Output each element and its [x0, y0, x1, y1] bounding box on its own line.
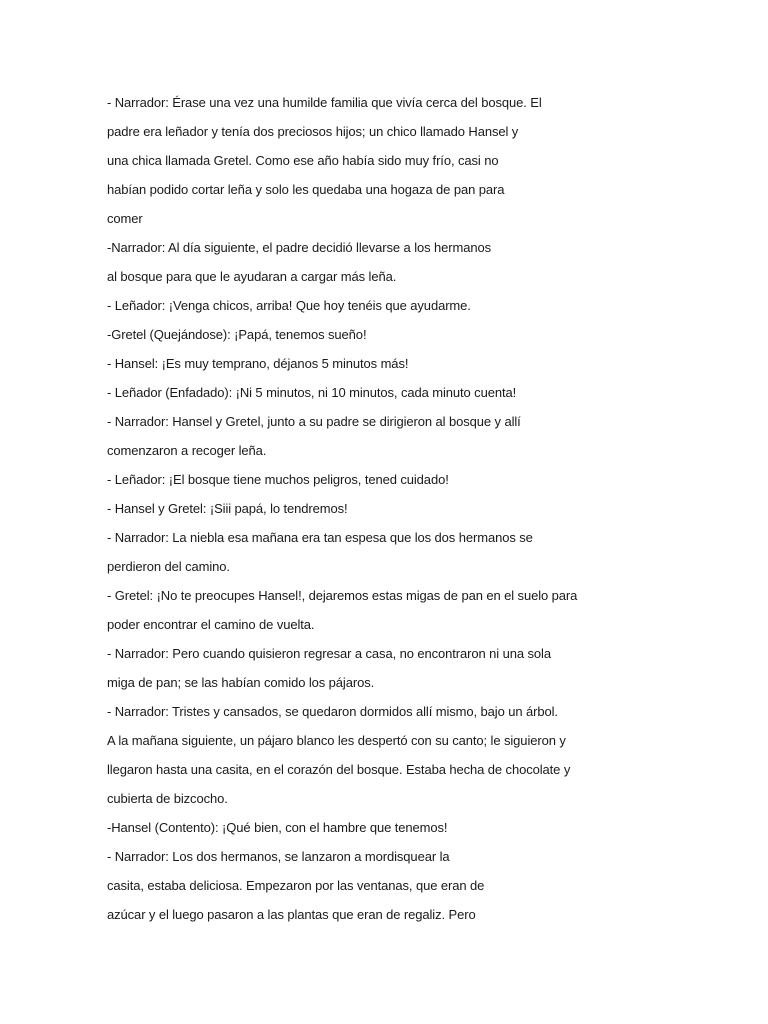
- text-line: - Hansel y Gretel: ¡Siii papá, lo tendremos!: [107, 501, 348, 516]
- text-line: -Hansel (Contento): ¡Qué bien, con el hambre que tenemos!: [107, 820, 448, 835]
- text-line: llegaron hasta una casita, en el corazón del bosque. Estaba hecha de chocolate y: [107, 762, 571, 777]
- text-line: A la mañana siguiente, un pájaro blanco les despertó con su canto; le siguieron y: [107, 733, 566, 748]
- text-line: -Gretel (Quejándose): ¡Papá, tenemos sueño!: [107, 327, 367, 342]
- text-line: - Narrador: Los dos hermanos, se lanzaron a mordisquear la: [107, 849, 450, 864]
- text-line: comenzaron a recoger leña.: [107, 443, 267, 458]
- text-line: cubierta de bizcocho.: [107, 791, 228, 806]
- text-line: poder encontrar el camino de vuelta.: [107, 617, 315, 632]
- text-line: - Narrador: Tristes y cansados, se quedaron dormidos allí mismo, bajo un árbol.: [107, 704, 558, 719]
- text-line: - Narrador: Érase una vez una humilde familia que vivía cerca del bosque. El: [107, 95, 542, 110]
- text-line: azúcar y el luego pasaron a las plantas que eran de regaliz. Pero: [107, 907, 476, 922]
- text-line: - Narrador: Pero cuando quisieron regresar a casa, no encontraron ni una sola: [107, 646, 551, 661]
- text-line: perdieron del camino.: [107, 559, 230, 574]
- text-line: habían podido cortar leña y solo les quedaba una hogaza de pan para: [107, 182, 505, 197]
- text-line: - Leñador (Enfadado): ¡Ni 5 minutos, ni 10 minutos, cada minuto cuenta!: [107, 385, 517, 400]
- text-line: una chica llamada Gretel. Como ese año había sido muy frío, casi no: [107, 153, 499, 168]
- text-line: - Leñador: ¡El bosque tiene muchos peligros, tened cuidado!: [107, 472, 449, 487]
- text-line: - Gretel: ¡No te preocupes Hansel!, dejaremos estas migas de pan en el suelo para: [107, 588, 578, 603]
- text-line: -Narrador: Al día siguiente, el padre decidió llevarse a los hermanos: [107, 240, 492, 255]
- story-text: [107, 88, 587, 929]
- text-line: casita, estaba deliciosa. Empezaron por las ventanas, que eran de: [107, 878, 485, 893]
- text-line: al bosque para que le ayudaran a cargar más leña.: [107, 269, 397, 284]
- text-line: padre era leñador y tenía dos preciosos hijos; un chico llamado Hansel y: [107, 124, 519, 139]
- text-line: - Leñador: ¡Venga chicos, arriba! Que hoy tenéis que ayudarme.: [107, 298, 471, 313]
- text-line: miga de pan; se las habían comido los pájaros.: [107, 675, 375, 690]
- text-line: - Narrador: Hansel y Gretel, junto a su padre se dirigieron al bosque y allí: [107, 414, 521, 429]
- text-line: - Hansel: ¡Es muy temprano, déjanos 5 minutos más!: [107, 356, 409, 371]
- text-line: - Narrador: La niebla esa mañana era tan espesa que los dos hermanos se: [107, 530, 533, 545]
- text-line: comer: [107, 211, 143, 226]
